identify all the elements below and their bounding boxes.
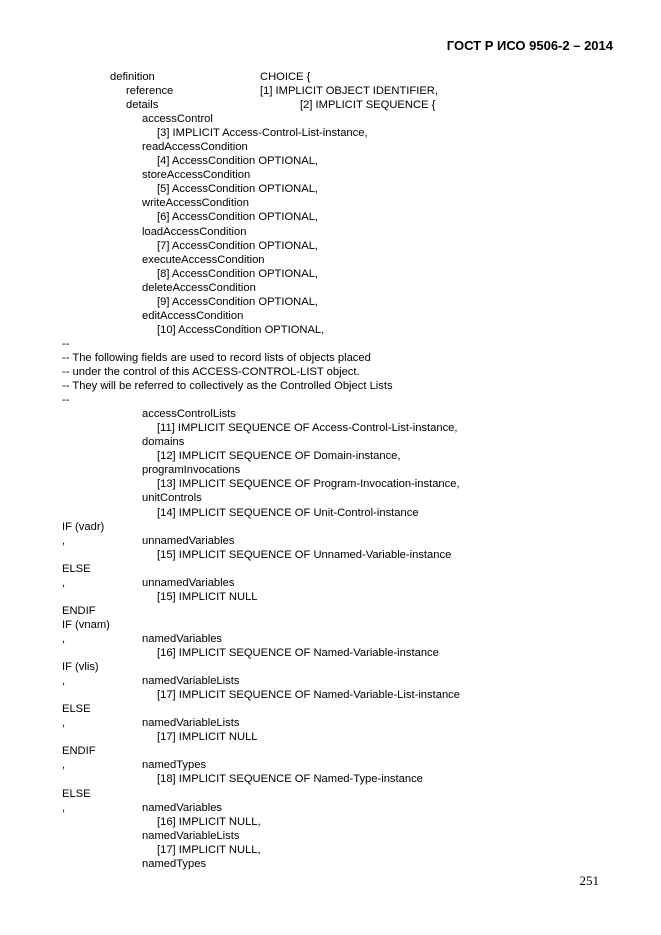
document-header: ГОСТ Р ИСО 9506-2 – 2014: [446, 38, 613, 53]
code-line: [0, 449, 661, 463]
code-line: [0, 716, 661, 730]
code-token: [8] AccessCondition OPTIONAL,: [157, 268, 319, 280]
code-token: readAccessCondition: [142, 141, 248, 153]
code-token: ,: [62, 577, 66, 589]
code-line: [0, 646, 661, 660]
code-line: [0, 801, 661, 815]
code-line: [0, 379, 661, 393]
code-line: [0, 772, 661, 786]
code-token: [2] IMPLICIT SEQUENCE {: [300, 99, 436, 111]
code-token: [17] IMPLICIT NULL,: [157, 844, 261, 856]
code-line: [0, 702, 661, 716]
code-token: [14] IMPLICIT SEQUENCE OF Unit-Control-instance: [157, 507, 419, 519]
code-token: --: [62, 338, 70, 350]
code-token: namedTypes: [142, 759, 207, 771]
code-line: [0, 225, 661, 239]
code-line: [0, 491, 661, 505]
code-token: [11] IMPLICIT SEQUENCE OF Access-Control-List-instance,: [157, 422, 458, 434]
code-line: [0, 196, 661, 210]
code-line: [0, 365, 661, 379]
code-line: [0, 463, 661, 477]
code-line: [0, 787, 661, 801]
page-number: 251: [579, 873, 599, 888]
code-token: ELSE: [62, 788, 91, 800]
code-token: [9] AccessCondition OPTIONAL,: [157, 296, 319, 308]
code-token: [15] IMPLICIT NULL: [157, 591, 258, 603]
code-token: IF (vlis): [62, 661, 99, 673]
code-token: loadAccessCondition: [142, 226, 247, 238]
code-token: [15] IMPLICIT SEQUENCE OF Unnamed-Variable-instance: [157, 549, 452, 561]
code-token: CHOICE {: [260, 71, 311, 83]
code-line: [0, 84, 661, 98]
code-line: [0, 351, 661, 365]
code-token: namedVariableLists: [142, 675, 240, 687]
code-token: [4] AccessCondition OPTIONAL,: [157, 155, 319, 167]
code-line: [0, 168, 661, 182]
code-token: namedVariables: [142, 802, 223, 814]
code-token: ,: [62, 535, 66, 547]
code-token: -- They will be referred to collectively as the Controlled Object Lists: [62, 380, 393, 392]
code-line: [0, 182, 661, 196]
code-line: [0, 477, 661, 491]
code-token: -- under the control of this ACCESS-CONTROL-LIST object.: [62, 366, 360, 378]
code-line: [0, 744, 661, 758]
code-token: executeAccessCondition: [142, 254, 265, 266]
code-line: [0, 154, 661, 168]
code-token: deleteAccessCondition: [142, 282, 256, 294]
code-token: [16] IMPLICIT NULL,: [157, 816, 261, 828]
code-line: [0, 210, 661, 224]
code-line: [0, 815, 661, 829]
code-token: [17] IMPLICIT NULL: [157, 731, 258, 743]
code-token: details: [126, 99, 159, 111]
code-line: [0, 632, 661, 646]
code-line: [0, 857, 661, 871]
code-token: [16] IMPLICIT SEQUENCE OF Named-Variable-instance: [157, 647, 439, 659]
code-line: [0, 660, 661, 674]
code-line: [0, 337, 661, 351]
code-line: [0, 140, 661, 154]
code-token: [1] IMPLICIT OBJECT IDENTIFIER,: [260, 85, 438, 97]
code-token: [12] IMPLICIT SEQUENCE OF Domain-instance,: [157, 450, 401, 462]
code-token: [7] AccessCondition OPTIONAL,: [157, 240, 319, 252]
code-line: [0, 253, 661, 267]
code-line: [0, 829, 661, 843]
code-token: storeAccessCondition: [142, 169, 251, 181]
code-line: [0, 323, 661, 337]
code-line: [0, 309, 661, 323]
code-line: [0, 758, 661, 772]
code-token: IF (vnam): [62, 619, 110, 631]
code-line: [0, 688, 661, 702]
code-line: [0, 590, 661, 604]
code-token: -- The following fields are used to record lists of objects placed: [62, 352, 371, 364]
code-line: [0, 126, 661, 140]
code-token: ,: [62, 675, 66, 687]
code-token: [5] AccessCondition OPTIONAL,: [157, 183, 319, 195]
code-token: [18] IMPLICIT SEQUENCE OF Named-Type-instance: [157, 773, 423, 785]
code-line: [0, 435, 661, 449]
code-token: [3] IMPLICIT Access-Control-List-instance,: [157, 127, 368, 139]
code-line: [0, 604, 661, 618]
code-token: accessControl: [142, 113, 213, 125]
code-line: [0, 393, 661, 407]
code-line: [0, 421, 661, 435]
code-token: programInvocations: [142, 464, 241, 476]
code-line: [0, 281, 661, 295]
code-token: ,: [62, 802, 66, 814]
code-token: [6] AccessCondition OPTIONAL,: [157, 211, 319, 223]
code-token: writeAccessCondition: [142, 197, 249, 209]
code-line: [0, 548, 661, 562]
code-line: [0, 674, 661, 688]
code-line: [0, 730, 661, 744]
code-line: [0, 534, 661, 548]
code-line: [0, 843, 661, 857]
code-line: [0, 295, 661, 309]
code-token: ,: [62, 633, 66, 645]
code-token: reference: [126, 85, 174, 97]
code-token: ELSE: [62, 703, 91, 715]
code-token: [13] IMPLICIT SEQUENCE OF Program-Invocation-instance,: [157, 478, 460, 490]
code-token: [17] IMPLICIT SEQUENCE OF Named-Variable-List-instance: [157, 689, 460, 701]
code-token: [10] AccessCondition OPTIONAL,: [157, 324, 325, 336]
code-line: [0, 407, 661, 421]
code-token: namedTypes: [142, 858, 207, 870]
code-token: definition: [110, 71, 155, 83]
code-token: domains: [142, 436, 185, 448]
code-line: [0, 562, 661, 576]
code-line: [0, 239, 661, 253]
code-token: accessControlLists: [142, 408, 236, 420]
code-token: unnamedVariables: [142, 577, 235, 589]
code-token: ELSE: [62, 563, 91, 575]
code-token: namedVariableLists: [142, 717, 240, 729]
code-token: editAccessCondition: [142, 310, 244, 322]
code-line: [0, 506, 661, 520]
code-line: [0, 618, 661, 632]
code-token: ,: [62, 717, 66, 729]
code-token: namedVariableLists: [142, 830, 240, 842]
code-token: unitControls: [142, 492, 202, 504]
code-token: ,: [62, 759, 66, 771]
code-line: [0, 267, 661, 281]
code-line: [0, 70, 661, 84]
code-line: [0, 576, 661, 590]
code-token: ENDIF: [62, 745, 96, 757]
code-line: [0, 520, 661, 534]
code-line: [0, 112, 661, 126]
code-token: IF (vadr): [62, 521, 105, 533]
code-token: namedVariables: [142, 633, 223, 645]
code-line: [0, 98, 661, 112]
code-token: --: [62, 394, 70, 406]
code-token: ENDIF: [62, 605, 96, 617]
code-token: unnamedVariables: [142, 535, 235, 547]
